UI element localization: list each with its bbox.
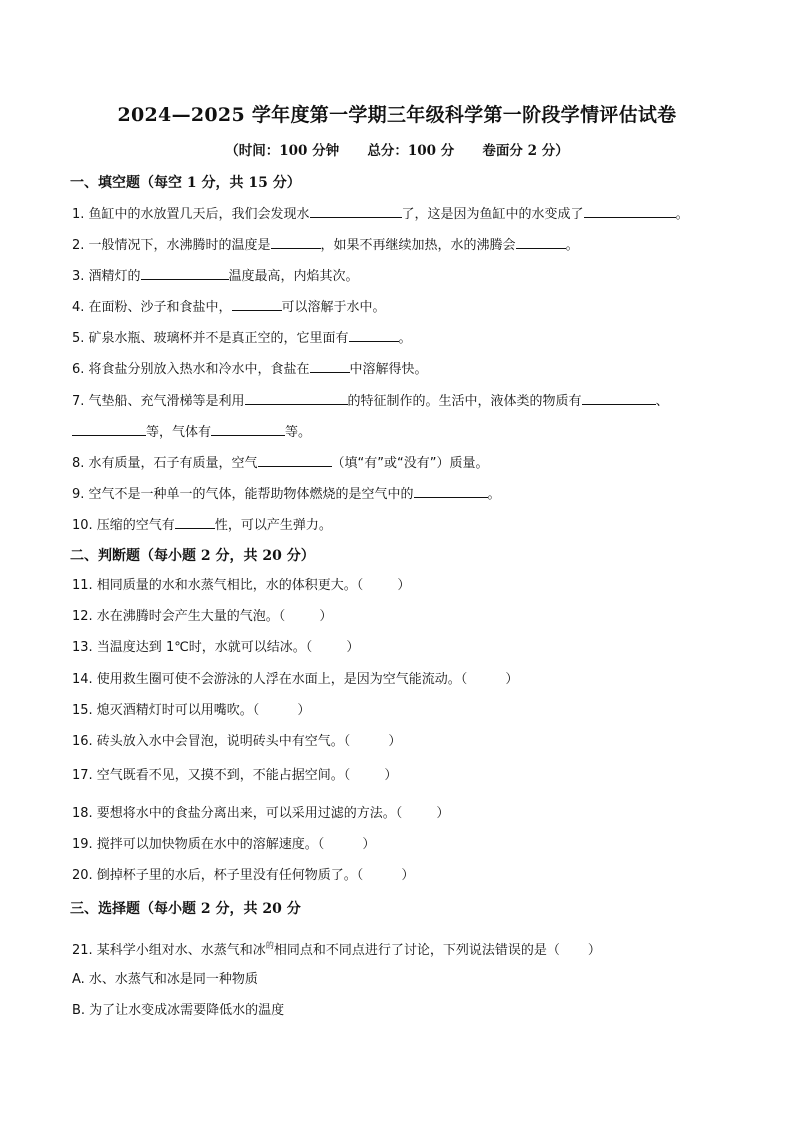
exam-title: 2024—2025 学年度第一学期三年级科学第一阶段学情评估试卷 <box>117 104 677 126</box>
question-16: 16. 砖头放入水中会冒泡，说明砖头中有空气。（ ） <box>72 734 402 749</box>
answer-blank[interactable] <box>72 421 146 436</box>
section-fill-blank-heading: 一、填空题（每空 1 分，共 15 分） <box>70 175 301 191</box>
question-2: 2. 一般情况下，水沸腾时的温度是 ，如果不再继续加热，水的沸腾会 。 <box>72 234 579 255</box>
question-19: 19. 搅拌可以加快物质在水中的溶解速度。（ ） <box>72 837 376 852</box>
question-20: 20. 倒掉杯子里的水后，杯子里没有任何物质了。（ ） <box>72 868 415 883</box>
question-7: 7. 气垫船、充气滑梯等是利用 的特征制作的。生活中，液体类的物质有 、 <box>72 390 669 411</box>
answer-blank[interactable] <box>516 234 566 249</box>
question-1: 1. 鱼缸中的水放置几天后，我们会发现水 了，这是因为鱼缸中的水变成了 。 <box>72 203 689 224</box>
question-11: 11. 相同质量的水和水蒸气相比，水的体积更大。（ ） <box>72 578 411 593</box>
question-8: 8. 水有质量，石子有质量，空气 （填“有”或“没有”）质量。 <box>72 452 489 473</box>
question-17: 17. 空气既看不见，又摸不到，不能占据空间。（ ） <box>72 768 398 783</box>
question-9: 9. 空气不是一种单一的气体，能帮助物体燃烧的是空气中的 。 <box>72 483 501 504</box>
question-5: 5. 矿泉水瓶、玻璃杯并不是真正空的，它里面有 。 <box>72 327 412 348</box>
answer-blank[interactable] <box>310 203 402 218</box>
answer-blank[interactable] <box>175 514 215 529</box>
option-a[interactable]: A. 水、水蒸气和冰是同一种物质 <box>72 972 258 987</box>
question-12: 12. 水在沸腾时会产生大量的气泡。（ ） <box>72 609 333 624</box>
answer-blank[interactable] <box>141 265 229 280</box>
question-6: 6. 将食盐分别放入热水和冷水中，食盐在 中溶解得快。 <box>72 358 428 379</box>
answer-blank[interactable] <box>584 203 676 218</box>
answer-blank[interactable] <box>349 327 399 342</box>
question-21: 21. 某科学小组对水、水蒸气和冰$^的$相同点和不同点进行了讨论，下列说法错误的是（ ） <box>72 941 601 958</box>
question-14: 14. 使用救生圈可使不会游泳的人浮在水面上，是因为空气能流动。（ ） <box>72 672 519 687</box>
option-b[interactable]: B. 为了让水变成冰需要降低水的温度 <box>72 1003 285 1018</box>
question-3: 3. 酒精灯的 温度最高，内焰其次。 <box>72 265 359 286</box>
question-13: 13. 当温度达到 1℃时，水就可以结冰。（ ） <box>72 640 360 655</box>
question-18: 18. 要想将水中的食盐分离出来，可以采用过滤的方法。（ ） <box>72 806 450 821</box>
section-true-false-heading: 二、判断题（每小题 2 分，共 20 分） <box>70 548 315 564</box>
exam-subtitle: （时间：100 分钟 总分：100 分 卷面分 2 分） <box>225 143 569 159</box>
question-10: 10. 压缩的空气有 性，可以产生弹力。 <box>72 514 332 535</box>
section-multiple-choice-heading: 三、选择题（每小题 2 分，共 20 分 <box>70 901 301 917</box>
answer-blank[interactable] <box>271 234 321 249</box>
answer-blank[interactable] <box>310 358 350 373</box>
answer-blank[interactable] <box>414 483 488 498</box>
question-7-continued: 等，气体有 等。 <box>72 421 311 442</box>
answer-blank[interactable] <box>211 421 285 436</box>
answer-blank[interactable] <box>582 390 656 405</box>
answer-blank[interactable] <box>258 452 332 467</box>
answer-blank[interactable] <box>232 296 282 311</box>
question-15: 15. 熄灭酒精灯时可以用嘴吹。（ ） <box>72 703 311 718</box>
answer-blank[interactable] <box>245 390 348 405</box>
question-4: 4. 在面粉、沙子和食盐中， 可以溶解于水中。 <box>72 296 386 317</box>
